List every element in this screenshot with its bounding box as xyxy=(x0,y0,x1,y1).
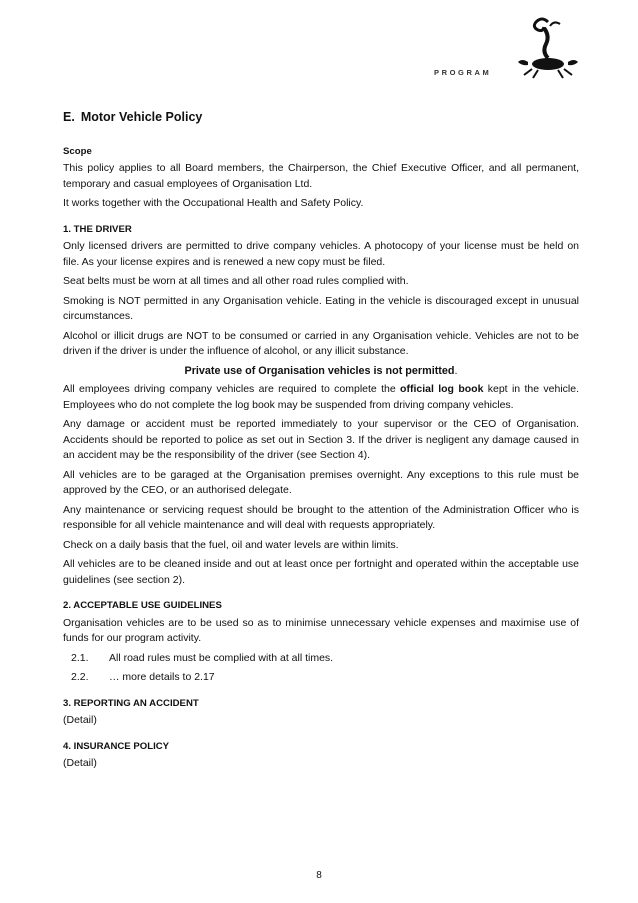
list-item-number: 2.1. xyxy=(71,651,89,664)
list-item-text: All road rules must be complied with at all times. xyxy=(109,651,334,664)
header-brand: PROGRAM xyxy=(434,68,492,77)
rule-paragraph: All vehicles are to be cleaned inside and out at least once per fortnight and operated within the acceptable use guidelines (see section 2). xyxy=(63,558,579,586)
driver-paragraph: Smoking is NOT permitted in any Organisation vehicle. Eating in the vehicle is discouraged except in unusual circumstances. xyxy=(63,294,579,322)
acceptable-use-paragraph: Organisation vehicles are to be used so as to minimise unnecessary vehicle expenses and maximise use of funds for our program activity. xyxy=(63,616,579,644)
logbook-bold: official log book xyxy=(400,383,484,395)
private-use-text: Private use of Organisation vehicles is not permitted xyxy=(184,364,455,377)
driver-heading: 1. THE DRIVER xyxy=(63,223,132,235)
list-item xyxy=(71,651,579,667)
rule-paragraph: Any maintenance or servicing request should be brought to the attention of the Administration Officer who is responsible for all vehicle maintenance and will deal with requests appropriately. xyxy=(63,503,579,531)
logbook-before: All employees driving company vehicles are required to complete the xyxy=(63,383,401,395)
accident-detail: (Detail) xyxy=(63,714,97,726)
policy-content xyxy=(63,110,579,776)
rule-paragraph: Any damage or accident must be reported immediately to your supervisor or the CEO of Organisation. Accidents should be reported to police as set out in Section 3. If the driver is negligent any damage caused in an accident may be the responsibility of the driver (see Section 4). xyxy=(63,418,579,461)
insurance-heading: 4. INSURANCE POLICY xyxy=(63,740,170,752)
scope-paragraph: This policy applies to all Board members, the Chairperson, the Chief Executive Officer, and all permanent, temporary and casual employees of Organisation Ltd. xyxy=(63,162,579,190)
title-text: Motor Vehicle Policy xyxy=(80,110,203,124)
private-use-notice xyxy=(63,364,579,380)
page-title xyxy=(63,110,579,126)
scope-paragraph: It works together with the Occupational Health and Safety Policy. xyxy=(63,197,364,209)
logbook-after: kept in the vehicle. Employees who do not complete the log book may be suspended from driving company vehicles. xyxy=(63,383,580,411)
driver-paragraph: Alcohol or illicit drugs are NOT to be consumed or carried in any Organisation vehicle. Vehicles are not to be driven if the driver is under the influence of alcohol, or any illicit substance. xyxy=(63,329,579,357)
insurance-detail: (Detail) xyxy=(63,757,97,769)
scope-heading: Scope xyxy=(63,145,92,157)
list-item-number: 2.2. xyxy=(71,671,89,683)
list-item-text: … more details to 2.17 xyxy=(109,671,215,683)
page-number: 8 xyxy=(316,870,322,881)
accident-heading: 3. REPORTING AN ACCIDENT xyxy=(63,697,199,709)
acceptable-use-heading: 2. ACCEPTABLE USE GUIDELINES xyxy=(63,600,222,611)
rule-paragraph: All vehicles are to be garaged at the Organisation premises overnight. Any exceptions to this rule must be approved by the CEO, or an authorised delegate. xyxy=(63,468,579,496)
rule-paragraph: Check on a daily basis that the fuel, oil and water levels are within limits. xyxy=(63,538,399,551)
list-item xyxy=(71,670,579,686)
private-use-tail: . xyxy=(454,364,458,377)
title-number: E. xyxy=(63,110,75,124)
scorpion-logo-icon xyxy=(510,12,582,84)
driver-paragraph: Only licensed drivers are permitted to drive company vehicles. A photocopy of your license must be held on file. As your license expires and is renewed a new copy must be filed. xyxy=(63,240,579,268)
driver-paragraph: Seat belts must be worn at all times and all other road rules complied with. xyxy=(63,275,409,287)
logbook-paragraph xyxy=(63,382,579,413)
